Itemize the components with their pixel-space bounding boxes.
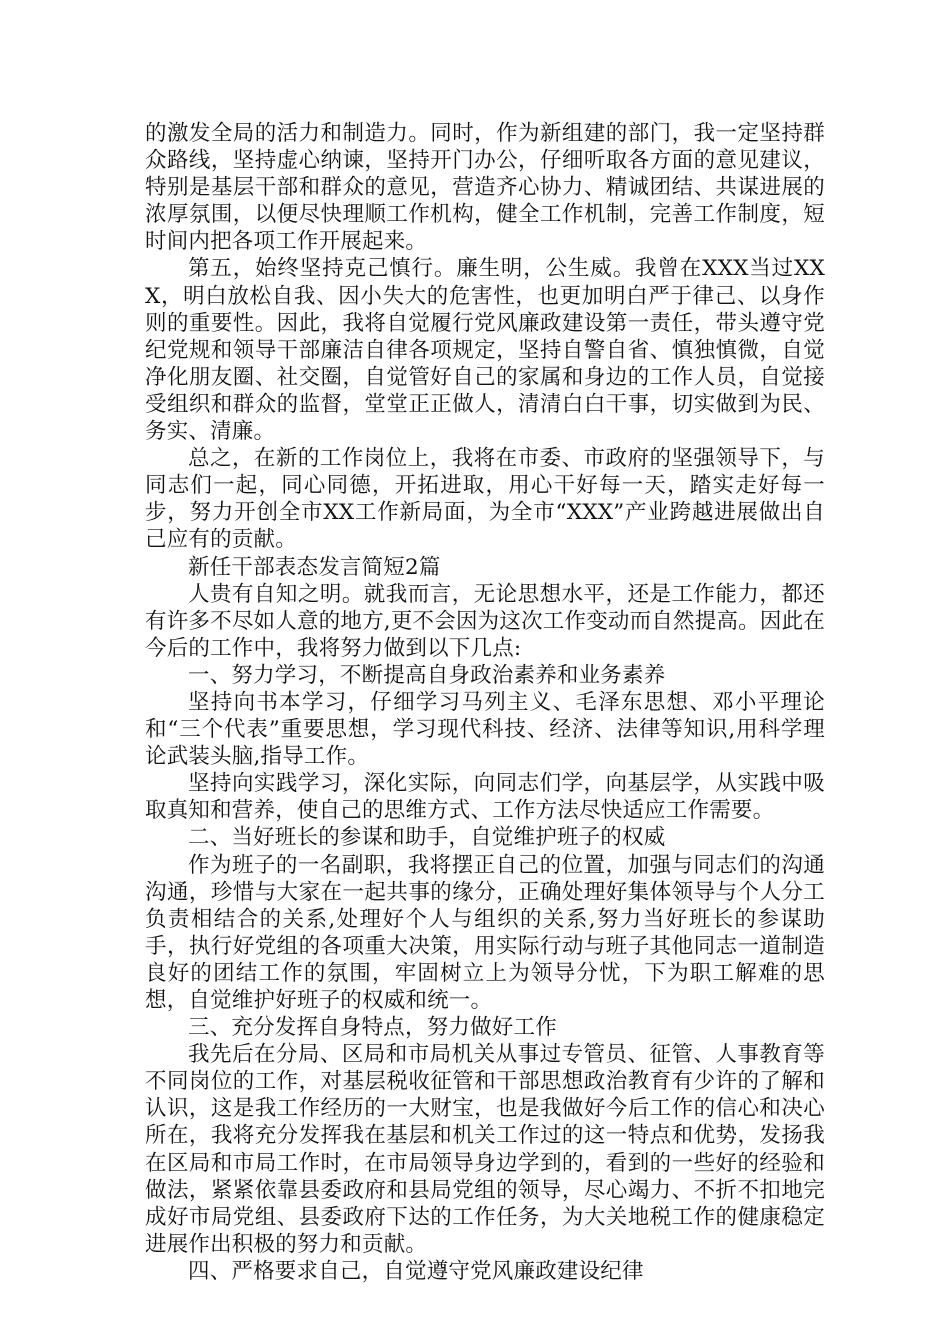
paragraph-deputy-role: 作为班子的一名副职，我将摆正自己的位置，加强与同志们的沟通沟通，珍惜与大家在一起共事的缘分，正确处理好集体领导与个人分工负责相结合的关系,处理好个人与组织的关系,努力当好班长的参谋助手，执行好党组的各项重大决策，用实际行动与班子其他同志一道制造良好的团结工作的氛围，牢固树立上为领导分忧，下为职工解难的思想，自觉维护好班子的权威和统一。 [145, 852, 825, 1013]
paragraph-fifth-point: 第五，始终坚持克己慎行。廉生明，公生威。我曾在XXX当过XXX，明白放松自我、因小失大的危害性，也更加明白严于律己、以身作则的重要性。因此，我将自觉履行党风廉政建设第一责任，带头遵守党纪党规和领导干部廉洁自律各项规定，坚持自警自省、慎独慎微，自觉净化朋友圈、社交圈，自觉管好自己的家属和身边的工作人员，自觉接受组织和群众的监督，堂堂正正做人，清清白白干事，切实做到为民、务实、清廉。 [145, 256, 825, 445]
heading-point-three: 三、充分发挥自身特点，努力做好工作 [188, 1015, 557, 1041]
heading-point-two: 二、当好班长的参谋和助手，自觉维护班子的权威 [188, 825, 666, 851]
section-title: 新任干部表态发言简短2篇 [188, 554, 441, 580]
heading-point-one: 一、努力学习，不断提高自身政治素养和业务素养 [188, 662, 666, 688]
paragraph-book-study: 坚持向书本学习，仔细学习马列主义、毛泽东思想、邓小平理论和“三个代表”重要思想，学习现代科技、经济、法律等知识,用科学理论武装头脑,指导工作。 [145, 689, 825, 770]
paragraph-intro: 人贵有自知之明。就我而言，无论思想水平，还是工作能力，都还有许多不尽如人意的地方,更不会因为这次工作变动而自然提高。因此在今后的工作中，我将努力做到以下几点: [145, 581, 825, 661]
paragraph-continuation: 的激发全局的活力和制造力。同时，作为新组建的部门，我一定坚持群众路线，坚持虚心纳谏，坚持开门办公，仔细听取各方面的意见建议，特别是基层干部和群众的意见，营造齐心协力、精诚团结、共谋进展的浓厚氛围，以便尽快理顺工作机构，健全工作机制，完善工作制度，短时间内把各项工作开展起来。 [145, 121, 825, 255]
paragraph-conclusion: 总之，在新的工作岗位上，我将在市委、市政府的坚强领导下，与同志们一起，同心同德，开拓进取，用心干好每一天，踏实走好每一步，努力开创全市XX工作新局面，为全市“XXX”产业跨越进展做出自己应有的贡献。 [145, 446, 825, 553]
paragraph-practice-study: 坚持向实践学习，深化实际，向同志们学，向基层学，从实践中吸取真知和营养，使自己的思维方式、工作方法尽快适应工作需要。 [145, 771, 825, 824]
document-body [145, 120, 825, 1285]
paragraph-experience: 我先后在分局、区局和市局机关从事过专管员、征管、人事教育等不同岗位的工作，对基层税收征管和干部思想政治教育有少许的了解和认识，这是我工作经历的一大财宝，也是我做好今后工作的信心和决心所在，我将充分发挥我在基层和机关工作过的这一特点和优势，发扬我在区局和市局工作时，在市局领导身边学到的，看到的一些好的经验和做法，紧紧依靠县委政府和县局党组的领导，尽心竭力、不折不扣地完成好市局党组、县委政府下达的工作任务，为大关地税工作的健康稳定进展作出积极的努力和贡献。 [145, 1042, 825, 1257]
heading-point-four: 四、严格要求自己，自觉遵守党风廉政建设纪律 [188, 1258, 644, 1284]
